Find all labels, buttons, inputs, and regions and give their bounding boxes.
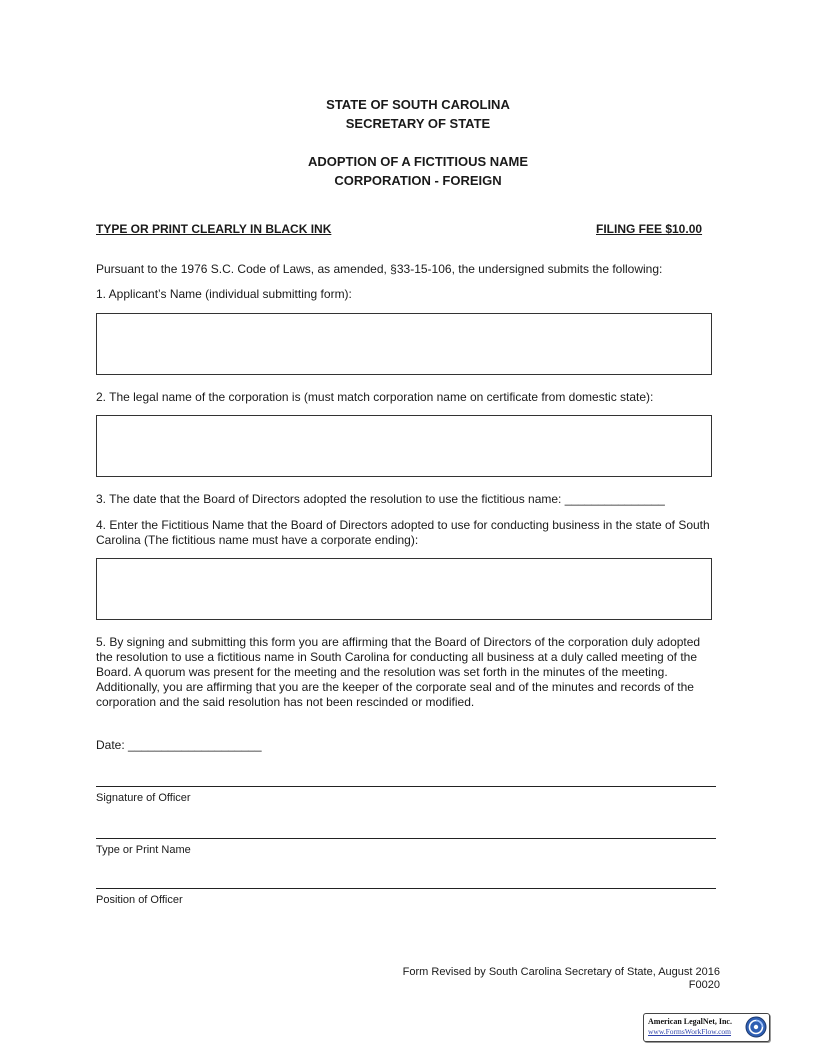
affirmation-line-2: the resolution to use a fictitious name in South Carolina for conducting all business at a duly called meeting of the xyxy=(96,650,698,664)
affirmation-line-3: Board. A quorum was present for the meeting and the resolution was set forth in the minutes of the meeting. xyxy=(96,665,668,679)
question-4-label-line2: Carolina (The fictitious name must have a corporate ending): xyxy=(96,533,419,547)
affirmation-line-4: Additionally, you are affirming that you are the keeper of the corporate seal and of the minutes and records of the xyxy=(96,680,694,694)
logo-company: American LegalNet, Inc. xyxy=(648,1017,732,1026)
footer xyxy=(400,966,720,992)
american-legalnet-logo[interactable] xyxy=(643,1013,770,1042)
state-title: STATE OF SOUTH CAROLINA xyxy=(326,97,510,112)
question-4-label-line1: 4. Enter the Fictitious Name that the Board of Directors adopted to use for conducting business in the state of South xyxy=(96,518,710,532)
position-label: Position of Officer xyxy=(96,894,183,906)
revision-note: Form Revised by South Carolina Secretary of State, August 2016 xyxy=(402,966,720,978)
question-2-label: 2. The legal name of the corporation is (must match corporation name on certificate from domestic state): xyxy=(96,390,654,404)
intro-text: Pursuant to the 1976 S.C. Code of Laws, as amended, §33-15-106, the undersigned submits the following: xyxy=(96,262,663,276)
affirmation-text xyxy=(96,635,726,710)
fictitious-name-field[interactable] xyxy=(96,558,712,620)
corporation-legal-name-field[interactable] xyxy=(96,415,712,477)
form-code: F0020 xyxy=(688,979,720,991)
position-line[interactable] xyxy=(96,888,716,889)
office-title: SECRETARY OF STATE xyxy=(345,116,491,131)
globe-logo-icon xyxy=(745,1016,767,1038)
question-3-label[interactable]: 3. The date that the Board of Directors adopted the resolution to use the fictitious name: _______________ xyxy=(96,492,665,506)
affirmation-line-1: 5. By signing and submitting this form you are affirming that the Board of Directors of the corporation duly adopted xyxy=(96,635,701,649)
signature-label: Signature of Officer xyxy=(96,792,191,804)
applicant-name-field[interactable] xyxy=(96,313,712,375)
logo-website-link[interactable]: www.FormsWorkFlow.com xyxy=(648,1027,732,1036)
form-title: ADOPTION OF A FICTITIOUS NAME xyxy=(307,154,529,169)
print-name-line[interactable] xyxy=(96,838,716,839)
date-field[interactable]: Date: ____________________ xyxy=(96,738,262,752)
signature-line[interactable] xyxy=(96,786,716,787)
filing-fee: FILING FEE $10.00 xyxy=(596,222,703,236)
affirmation-line-5: corporation and the said resolution has not been rescinded or modified. xyxy=(96,695,475,709)
ink-instruction: TYPE OR PRINT CLEARLY IN BLACK INK xyxy=(96,222,332,236)
question-1-label: 1. Applicant’s Name (individual submitting form): xyxy=(96,287,352,301)
form-subtitle: CORPORATION - FOREIGN xyxy=(334,173,502,188)
print-name-label: Type or Print Name xyxy=(96,844,191,856)
